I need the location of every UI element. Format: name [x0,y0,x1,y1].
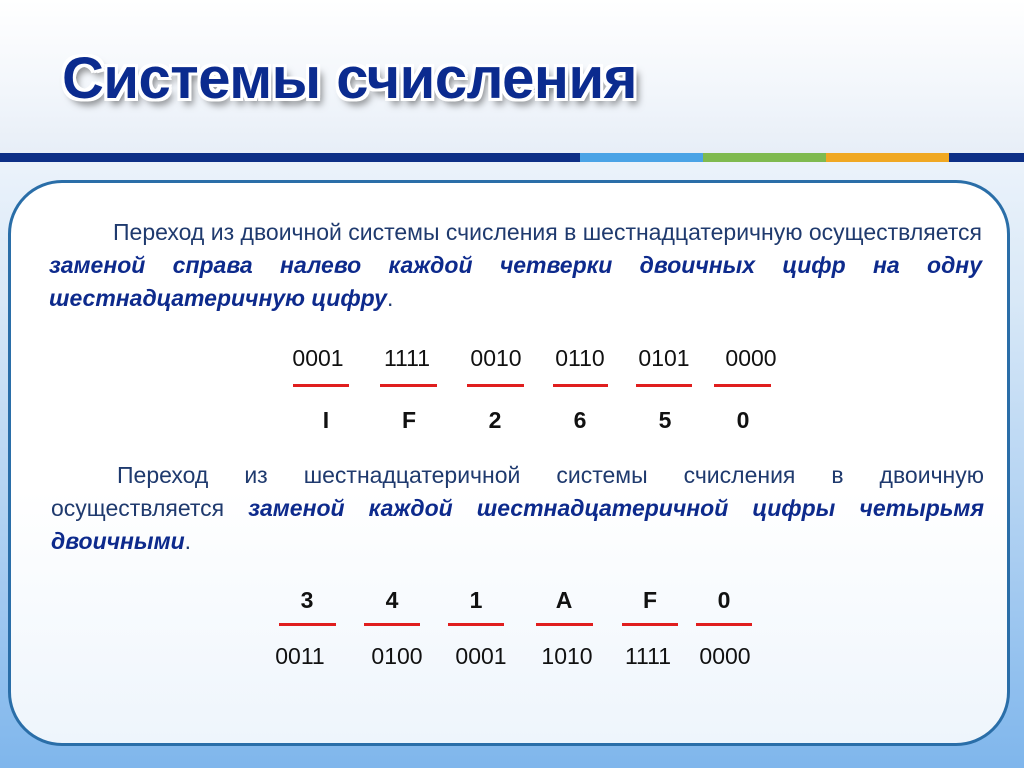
accent-bar-segment-blue [580,153,703,162]
paragraph-text: Переход из двоичной системы счисления в шестнадцатеричную осуществляется [113,219,982,245]
accent-bar-segment-green [703,153,826,162]
hex-digit: 1 [469,587,483,613]
binary-group: 0110 [555,345,605,371]
accent-bar-segment-navy-end [949,153,1024,162]
red-underline [467,384,524,387]
binary-group: 1111 [383,345,431,371]
hex-digit: I [322,407,330,433]
hex-digit: A [555,587,573,613]
hex-digit: 6 [573,407,587,433]
binary-group: 0010 [470,345,522,371]
binary-group: 1111 [624,643,672,669]
hex-digit: F [401,407,417,433]
paragraph-emphasis: заменой каждой шестнадцатеричной цифры четырьмя двоичными [51,495,984,554]
binary-group: 0011 [275,643,325,669]
red-underline [448,623,504,626]
hex-digit: 4 [385,587,399,613]
red-underline [636,384,692,387]
paragraph-end: . [386,285,394,311]
hex-digit: F [642,587,658,613]
binary-group: 1010 [541,643,593,669]
hex-digit: 3 [300,587,314,613]
paragraph-text: Переход из шестнадцатеричной системы счисления в двоичную осуществляется [51,462,984,521]
red-underline [380,384,437,387]
red-underline [696,623,752,626]
accent-bar-segment-navy [0,153,580,162]
binary-group: 0001 [292,345,344,371]
binary-group: 0000 [725,345,777,371]
binary-group: 0000 [699,643,751,669]
content-card [8,180,1010,746]
hex-digit: 0 [717,587,731,613]
red-underline [714,384,771,387]
hex-digit: 5 [658,407,672,433]
hex-digit: 2 [488,407,502,433]
red-underline [293,384,349,387]
paragraph-bin-to-hex [49,216,982,315]
red-underline [279,623,336,626]
binary-group: 0101 [638,345,690,371]
paragraph-end: . [184,528,192,554]
slide-header [0,0,1024,153]
accent-bar [0,153,1024,162]
red-underline [364,623,420,626]
paragraph-hex-to-bin [51,459,984,558]
hex-digit: 0 [736,407,750,433]
red-underline [536,623,593,626]
binary-group: 0100 [371,643,423,669]
accent-bar-segment-orange [826,153,949,162]
red-underline [553,384,608,387]
paragraph-emphasis: заменой справа налево каждой четверки двоичных цифр на одну шестнадцатеричную цифру [49,252,982,311]
slide-title: Системы счисления [62,46,637,111]
red-underline [622,623,678,626]
binary-group: 0001 [455,643,507,669]
